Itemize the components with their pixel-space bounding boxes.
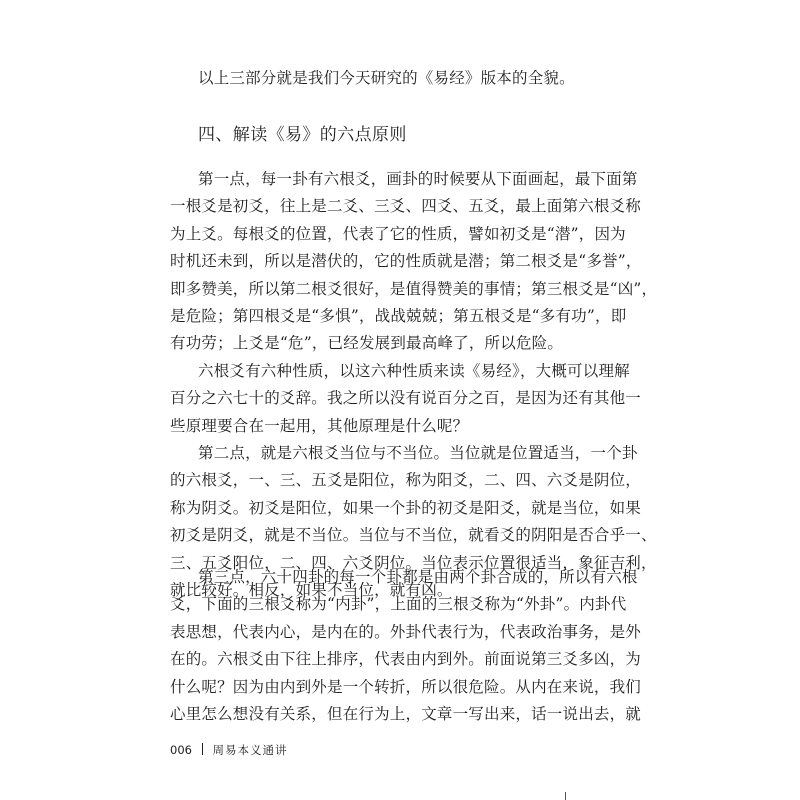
paragraph-line: 即多赞美，所以第二根爻很好，是值得赞美的事情；第三根爻是“凶”， <box>170 279 658 298</box>
paragraph-line: 第三点，六十四卦的每一个卦都是由两个卦合成的，所以有六根 <box>198 568 638 586</box>
section-heading: 四、解读《易》的六点原则 <box>198 125 407 145</box>
paragraph-line: 的六根爻，一、三、五爻是阳位，称为阳爻，二、四、六爻是阴位， <box>170 471 642 490</box>
paragraph-line: 百分之六七十的爻辞。我之所以没有说百分之百，是因为还有其他一 <box>170 389 642 408</box>
book-title: 周易本义通讲 <box>212 743 288 757</box>
lead-sentence: 以上三部分就是我们今天研究的《易经》版本的全貌。 <box>198 69 575 87</box>
paragraph-line: 就比较好。相反，如果不当位，就有凶。 <box>170 581 453 600</box>
page-number: 006 <box>170 743 192 757</box>
footer-divider <box>202 743 204 755</box>
paragraph-2 <box>170 358 642 440</box>
paragraph-line: 些原理要合在一起用，其他原理是什么呢？ <box>170 416 469 435</box>
paragraph-line: 时机还未到，所以是潜伏的，它的性质就是潜；第二根爻是“多誉”， <box>170 252 642 271</box>
paragraph-line: 心里怎么想没有关系，但在行为上，文章一写出来，话一说出去，就 <box>170 705 642 724</box>
paragraph-line: 三、五爻阳位，二、四、六爻阴位。当位表示位置很适当，象征吉利， <box>170 553 657 572</box>
paragraph-line: 第一点，每一卦有六根爻，画卦的时候要从下面画起，最下面第 <box>198 170 638 188</box>
paragraph-line: 什么呢？因为由内到外是一个转折，所以很危险。从内在来说，我们 <box>170 677 642 696</box>
paragraph-line: 是危险；第四根爻是“多惧”，战战兢兢；第五根爻是“多有功”，即 <box>170 307 627 326</box>
paragraph-line: 六根爻有六种性质，以这六种性质来读《易经》，大概可以理解 <box>198 361 630 380</box>
paragraph-line: 爻，下面的三根爻称为“内卦”，上面的三根爻称为“外卦”。内卦代 <box>170 595 627 614</box>
paragraph-line: 有功劳；上爻是“危”，已经发展到最高峰了，所以危险。 <box>170 334 564 353</box>
paragraph-line: 第二点，就是六根爻当位与不当位。当位就是位置适当，一个卦 <box>198 444 638 462</box>
paragraph-line: 在的。六根爻由下往上排序，代表由内到外。前面说第三爻多凶，为 <box>170 650 642 669</box>
paragraph-line: 为上爻。每根爻的位置，代表了它的性质，譬如初爻是“潜”，因为 <box>170 224 626 243</box>
page-footer <box>170 742 287 758</box>
paragraph-line: 称为阴爻。初爻是阳位，如果一个卦的初爻是阳爻，就是当位，如果 <box>170 498 642 517</box>
paragraph-line: 一根爻是初爻，往上是二爻、三爻、四爻、五爻，最上面第六根爻称 <box>170 197 642 216</box>
paragraph-4 <box>170 564 642 728</box>
paragraph-line: 初爻是阴爻，就是不当位。当位与不当位，就看爻的阴阳是否合乎一、 <box>170 526 657 545</box>
paragraph-line: 表思想，代表内心，是内在的。外卦代表行为，代表政治事务，是外 <box>170 622 642 641</box>
paragraph-1 <box>170 166 658 358</box>
crop-mark <box>565 792 566 800</box>
